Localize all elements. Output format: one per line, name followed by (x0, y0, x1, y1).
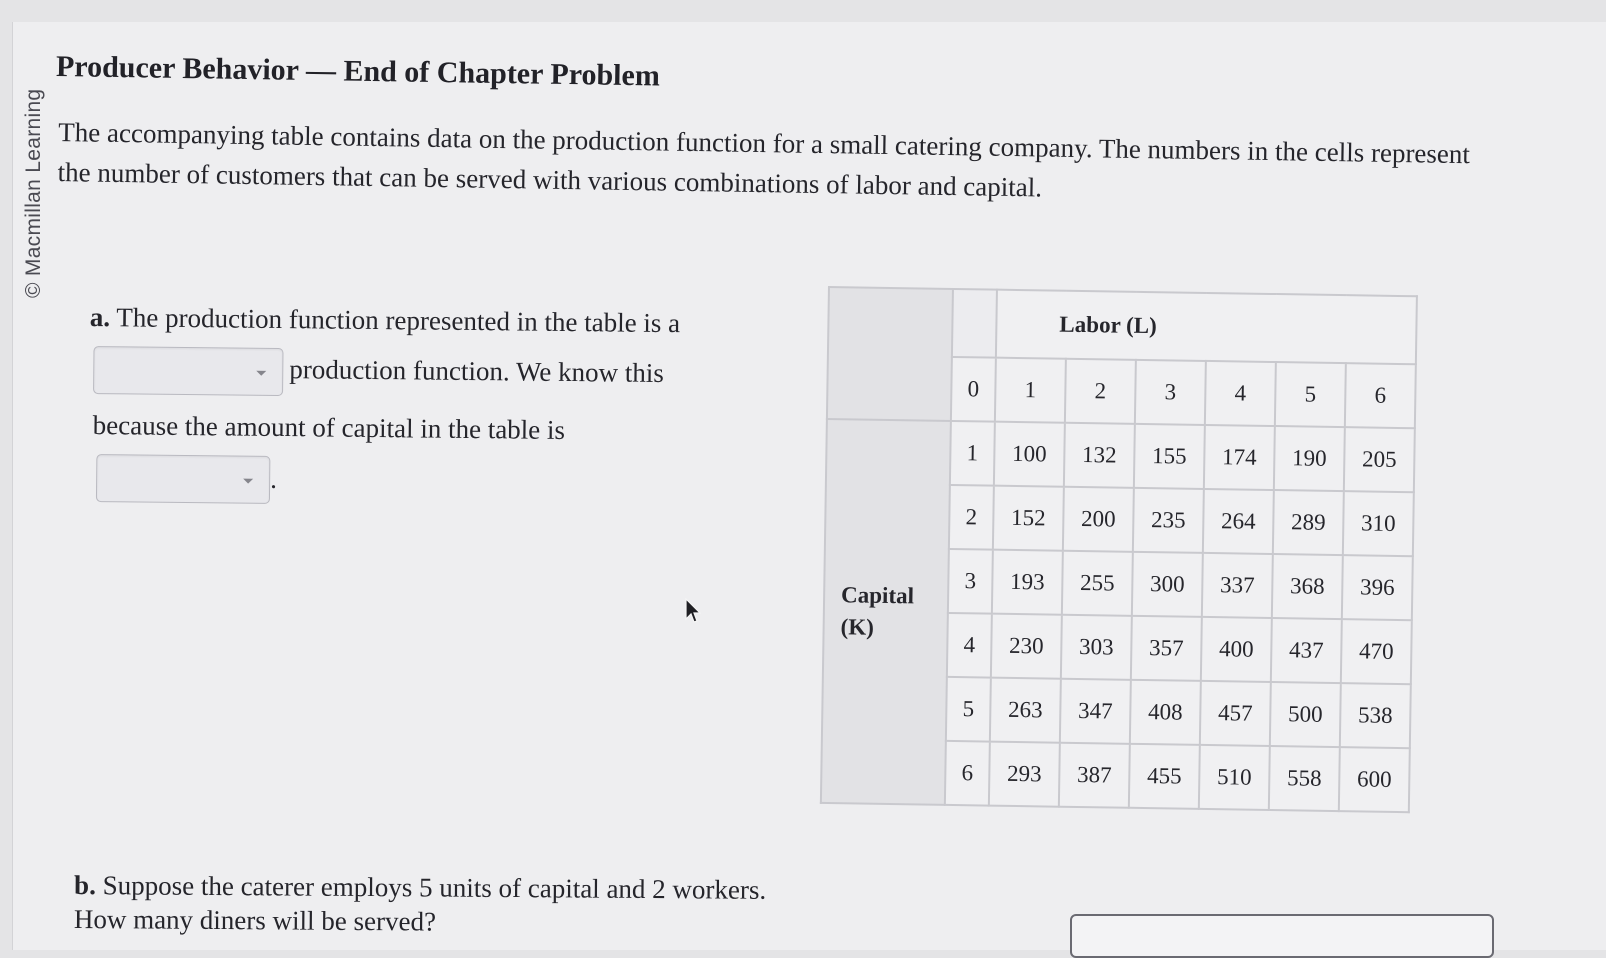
output-cell: 538 (1340, 683, 1411, 748)
output-cell: 200 (1063, 487, 1134, 552)
question-a-text-2: production function. We know this (289, 354, 664, 389)
output-cell: 400 (1201, 617, 1272, 682)
output-cell: 132 (1064, 423, 1135, 488)
labor-header: Labor (L) (996, 290, 1417, 365)
output-cell: 470 (1341, 619, 1412, 684)
output-cell: 152 (993, 486, 1064, 551)
table-row (826, 419, 1415, 492)
labor-value: 2 (1065, 359, 1136, 424)
question-a-text-3: because the amount of capital in the table is (92, 410, 566, 445)
capital-label-line-1: Capital (840, 582, 915, 609)
capital-value: 5 (946, 677, 991, 742)
output-cell: 437 (1271, 618, 1342, 683)
output-cell: 174 (1204, 425, 1275, 490)
output-cell: 457 (1200, 681, 1271, 746)
page-title: Producer Behavior — End of Chapter Problem (55, 50, 661, 93)
question-a-text-1: The production function represented in the table is a (116, 302, 681, 339)
output-cell: 190 (1274, 426, 1345, 491)
output-cell: 347 (1060, 679, 1131, 744)
question-a-line-1 (90, 302, 681, 339)
output-cell: 230 (991, 614, 1062, 679)
capital-amount-dropdown[interactable] (96, 454, 270, 504)
question-a-label: a. (89, 302, 111, 333)
output-cell: 293 (989, 742, 1060, 807)
capital-value: 2 (949, 485, 994, 550)
production-table-container (820, 286, 1418, 813)
output-cell: 368 (1272, 554, 1343, 619)
output-cell: 500 (1270, 682, 1341, 747)
chevron-down-icon (256, 371, 266, 376)
output-cell: 510 (1199, 745, 1270, 810)
output-cell: 303 (1061, 615, 1132, 680)
output-cell: 310 (1343, 491, 1414, 556)
output-cell: 263 (990, 678, 1061, 743)
output-cell: 155 (1134, 424, 1205, 489)
question-b-label: b. (74, 870, 97, 901)
output-cell: 255 (1062, 551, 1133, 616)
output-cell: 396 (1342, 555, 1413, 620)
table-blank-cell (952, 289, 997, 358)
output-cell: 289 (1273, 490, 1344, 555)
output-cell: 193 (992, 550, 1063, 615)
output-cell: 455 (1129, 744, 1200, 809)
capital-value: 4 (947, 613, 992, 678)
output-cell: 264 (1203, 489, 1274, 554)
labor-value: 3 (1135, 360, 1206, 425)
capital-value: 1 (950, 421, 995, 486)
table-corner-cell (827, 287, 953, 421)
output-cell: 387 (1059, 743, 1130, 808)
output-cell: 558 (1269, 746, 1340, 811)
question-b (74, 868, 774, 941)
sentence-period: . (270, 463, 278, 494)
production-function-type-dropdown[interactable] (93, 346, 283, 396)
labor-value: 0 (951, 357, 996, 422)
diners-answer-input[interactable] (1070, 914, 1494, 958)
output-cell: 100 (994, 422, 1065, 487)
output-cell: 235 (1133, 488, 1204, 553)
capital-label-line-2: (K) (840, 614, 875, 640)
labor-value: 6 (1345, 363, 1416, 428)
output-cell: 357 (1131, 616, 1202, 681)
copyright-credit: © Macmillan Learning (22, 88, 45, 298)
capital-value: 6 (945, 741, 990, 806)
output-cell: 600 (1339, 747, 1410, 812)
capital-label (821, 419, 951, 805)
table-header-row (828, 287, 1417, 364)
output-cell: 300 (1132, 552, 1203, 617)
output-cell: 205 (1344, 427, 1415, 492)
output-cell: 408 (1130, 680, 1201, 745)
problem-intro: The accompanying table contains data on the production function for a small catering company. The numbers in the cells represent the number of customers that can be served with various combinations of labor and capital. (57, 117, 1471, 203)
output-cell: 337 (1202, 553, 1273, 618)
labor-value: 4 (1205, 361, 1276, 426)
labor-value: 5 (1275, 362, 1346, 427)
production-function-table (820, 286, 1418, 813)
question-b-text: Suppose the caterer employs 5 units of capital and 2 workers. How many diners will be served? (73, 870, 767, 937)
capital-value: 3 (948, 549, 993, 614)
mouse-pointer-icon (684, 598, 702, 626)
labor-value: 1 (995, 358, 1066, 423)
chevron-down-icon (243, 479, 253, 484)
